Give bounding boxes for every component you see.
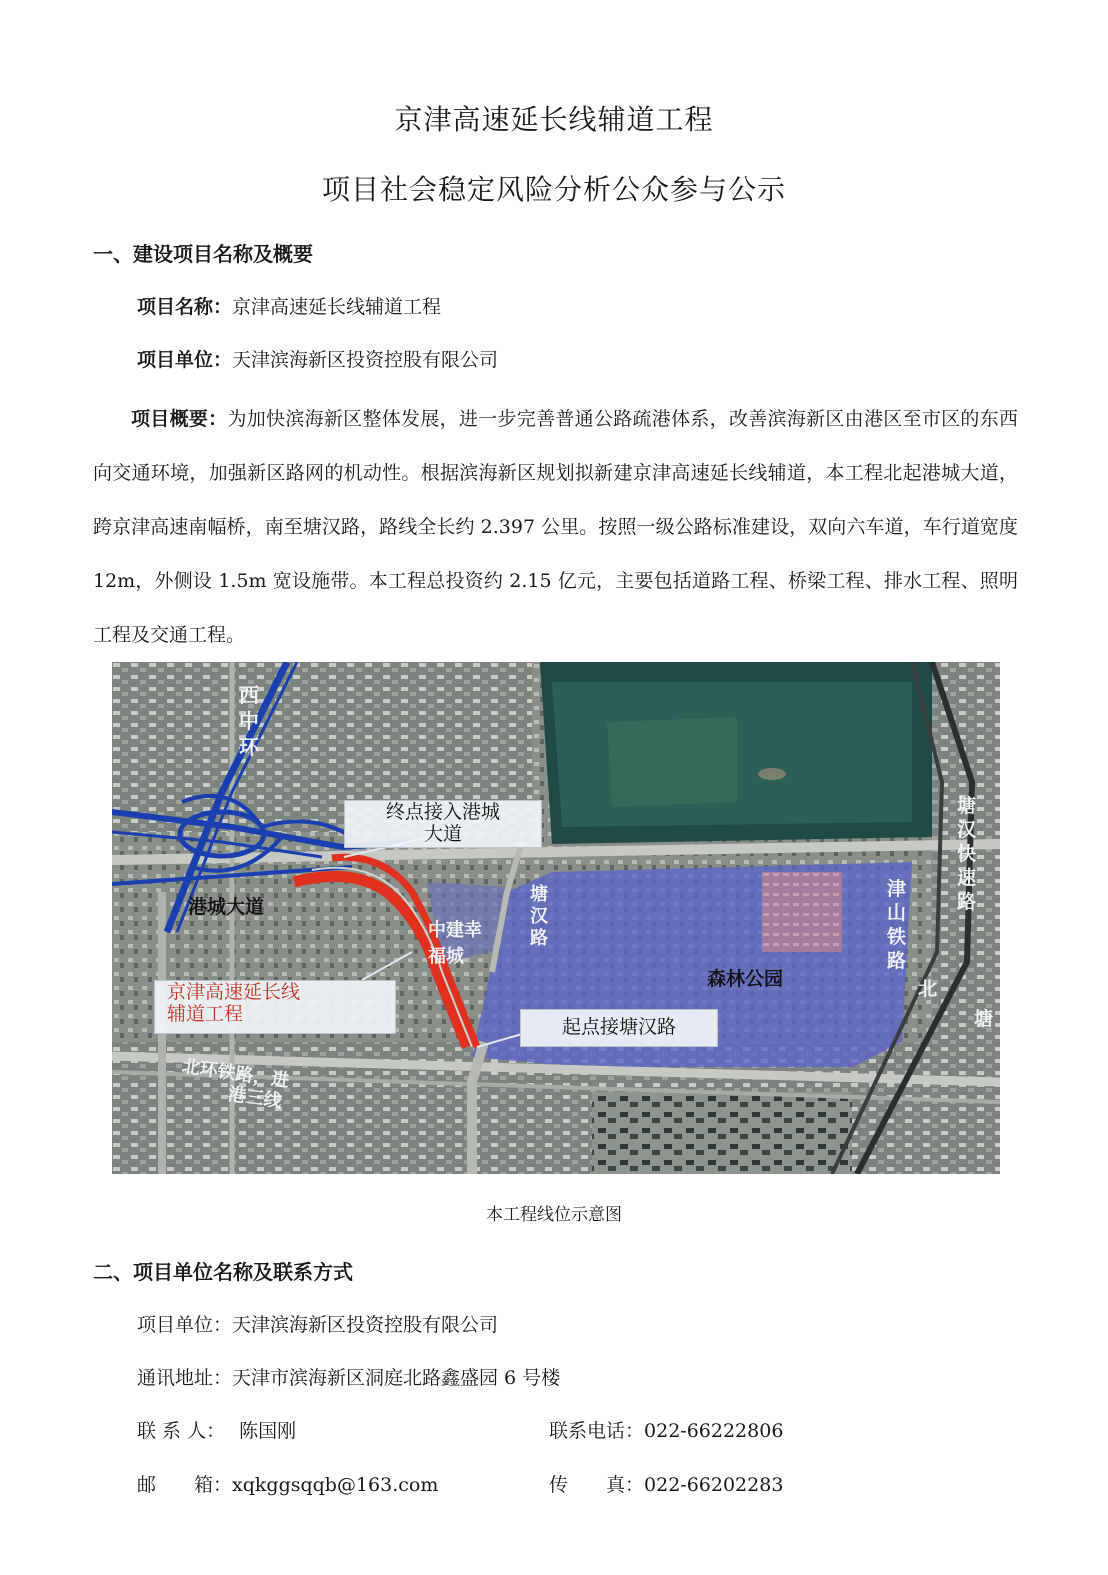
doc-title-line1: 京津高速延长线辅道工程 bbox=[394, 103, 714, 136]
callout-start-point: 起点接塘汉路 bbox=[520, 1009, 718, 1047]
contact-address-label: 通讯地址： bbox=[137, 1367, 233, 1389]
contact-address-row bbox=[137, 1363, 560, 1390]
project-name-value: 京津高速延长线辅道工程 bbox=[232, 296, 442, 318]
project-unit-value: 天津滨海新区投资控股有限公司 bbox=[232, 349, 499, 371]
label-zhongjian-2: 福城 bbox=[428, 946, 464, 967]
section2-heading: 二、项目单位名称及联系方式 bbox=[93, 1260, 353, 1284]
label-xizhonghuan: 西中环 bbox=[239, 683, 259, 759]
contact-email-label: 邮 箱： bbox=[137, 1474, 233, 1496]
map-caption: 本工程线位示意图 bbox=[486, 1205, 622, 1225]
project-name-label: 项目名称： bbox=[137, 296, 233, 318]
callout-project-line1: 京津高速延长线 bbox=[167, 981, 301, 1003]
section1-heading: 一、建设项目名称及概要 bbox=[93, 242, 313, 266]
label-tang: 塘 bbox=[974, 1008, 994, 1030]
contact-phone-label: 联系电话： bbox=[549, 1420, 645, 1442]
label-tanghanlu: 塘汉路 bbox=[530, 884, 548, 949]
contact-unit-value: 天津滨海新区投资控股有限公司 bbox=[232, 1314, 499, 1336]
contact-phone-row bbox=[549, 1416, 783, 1443]
project-unit-label: 项目单位： bbox=[137, 349, 233, 371]
contact-address-value: 天津市滨海新区洞庭北路鑫盛园 6 号楼 bbox=[232, 1367, 561, 1389]
project-overview-text: 为加快滨海新区整体发展，进一步完善普通公路疏港体系，改善滨海新区由港区至市区的东西向交通环境，加强新区路网的机动性。根据滨海新区规划拟新建京津高速延长线辅道，本工程北起港城大道，跨京津高速南幅桥，南至塘汉路，路线全长约 2.397 公里。按照一级公路标准建设，双向六车道，车行道宽度 12m，外侧设 1.5m 宽设施带。本工程总投资约 2.15 亿元，主要包括道路工程、桥梁工程、排水工程、照明工程及交通工程。 bbox=[93, 408, 1018, 646]
contact-fax-value: 022-66202283 bbox=[644, 1474, 784, 1496]
label-jinshan: 津山铁路 bbox=[887, 878, 907, 972]
contact-unit-row bbox=[137, 1310, 498, 1337]
contact-fax-row bbox=[549, 1470, 783, 1497]
contact-unit-label: 项目单位： bbox=[137, 1314, 233, 1336]
callout-project-line2: 辅道工程 bbox=[167, 1003, 244, 1025]
label-gangsan: 港三线 bbox=[226, 1083, 283, 1113]
callout-project bbox=[154, 980, 396, 1034]
contact-person-value: 陈国刚 bbox=[239, 1420, 297, 1442]
contact-person-label: 联 系 人： bbox=[137, 1420, 226, 1442]
contact-person-row bbox=[137, 1416, 296, 1443]
project-name-row bbox=[137, 292, 441, 319]
label-tanghankuaisu: 塘汉快速路 bbox=[957, 795, 977, 913]
contact-fax-label: 传 真： bbox=[549, 1474, 645, 1496]
label-bei: 北 bbox=[918, 978, 938, 1000]
contact-phone-value: 022-66222806 bbox=[644, 1420, 784, 1442]
project-overview-label: 项目概要： bbox=[131, 408, 228, 430]
label-beihuan: 北环铁路，进 bbox=[180, 1055, 291, 1092]
label-senlingongyuan: 森林公园 bbox=[707, 968, 784, 990]
route-map bbox=[112, 662, 1000, 1174]
contact-email-value: xqkggsqqb@163.com bbox=[232, 1474, 439, 1496]
contact-email-row bbox=[137, 1470, 438, 1497]
callout-end-point bbox=[344, 800, 542, 848]
label-zhongjian-1: 中建幸 bbox=[428, 920, 482, 941]
doc-title-line2: 项目社会稳定风险分析公众参与公示 bbox=[321, 173, 786, 206]
callout-end-line2: 大道 bbox=[423, 823, 462, 845]
callout-end-line1: 终点接入港城 bbox=[385, 801, 500, 823]
label-gangchengdadao: 港城大道 bbox=[188, 896, 265, 918]
project-overview bbox=[93, 392, 1018, 662]
project-unit-row bbox=[137, 345, 498, 372]
